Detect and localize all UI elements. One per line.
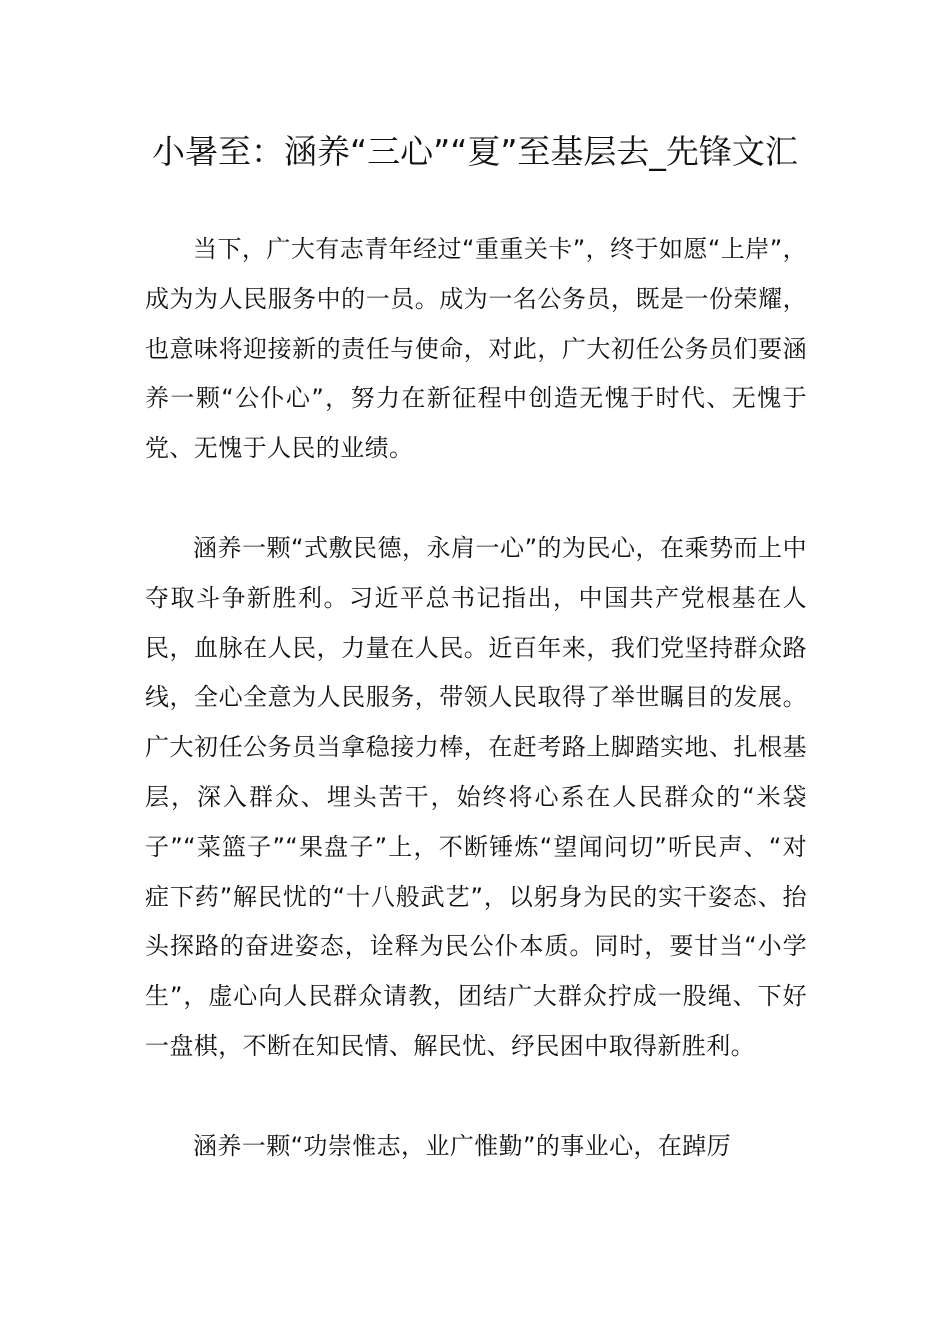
paragraph-1: 当下，广大有志青年经过“重重关卡”，终于如愿“上岸”，成为为人民服务中的一员。成为一名公务员，既是一份荣耀，也意味将迎接新的责任与使命，对此，广大初任公务员们要涵养一颗“公仆心”，努力在新征程中创造无愧于时代、无愧于党、无愧于人民的业绩。: [145, 235, 807, 463]
paragraph-3: 涵养一颗“功崇惟志，业广惟勤”的事业心，在踔厉: [193, 1131, 732, 1160]
document-title: 小暑至：涵养“三心”“夏”至基层去_先锋文汇: [152, 132, 798, 171]
document-body: [145, 225, 807, 1222]
paragraph-2: 涵养一颗“式敷民德，永肩一心”的为民心，在乘势而上中夺取斗争新胜利。习近平总书记指出，中国共产党根基在人民，血脉在人民，力量在人民。近百年来，我们党坚持群众路线，全心全意为人民服务，带领人民取得了举世瞩目的发展。广大初任公务员当拿稳接力棒，在赶考路上脚踏实地、扎根基层，深入群众、埋头苦干，始终将心系在人民群众的“米袋子”“菜篮子”“果盘子”上，不断锤炼“望闻问切”听民声、“对症下药”解民忧的“十八般武艺”，以躬身为民的实干姿态、抬头探路的奋进姿态，诠释为民公仆本质。同时，要甘当“小学生”，虚心向人民群众请教，团结广大群众拧成一股绳、下好一盘棋，不断在知民情、解民忧、纾民困中取得新胜利。: [145, 533, 807, 1060]
